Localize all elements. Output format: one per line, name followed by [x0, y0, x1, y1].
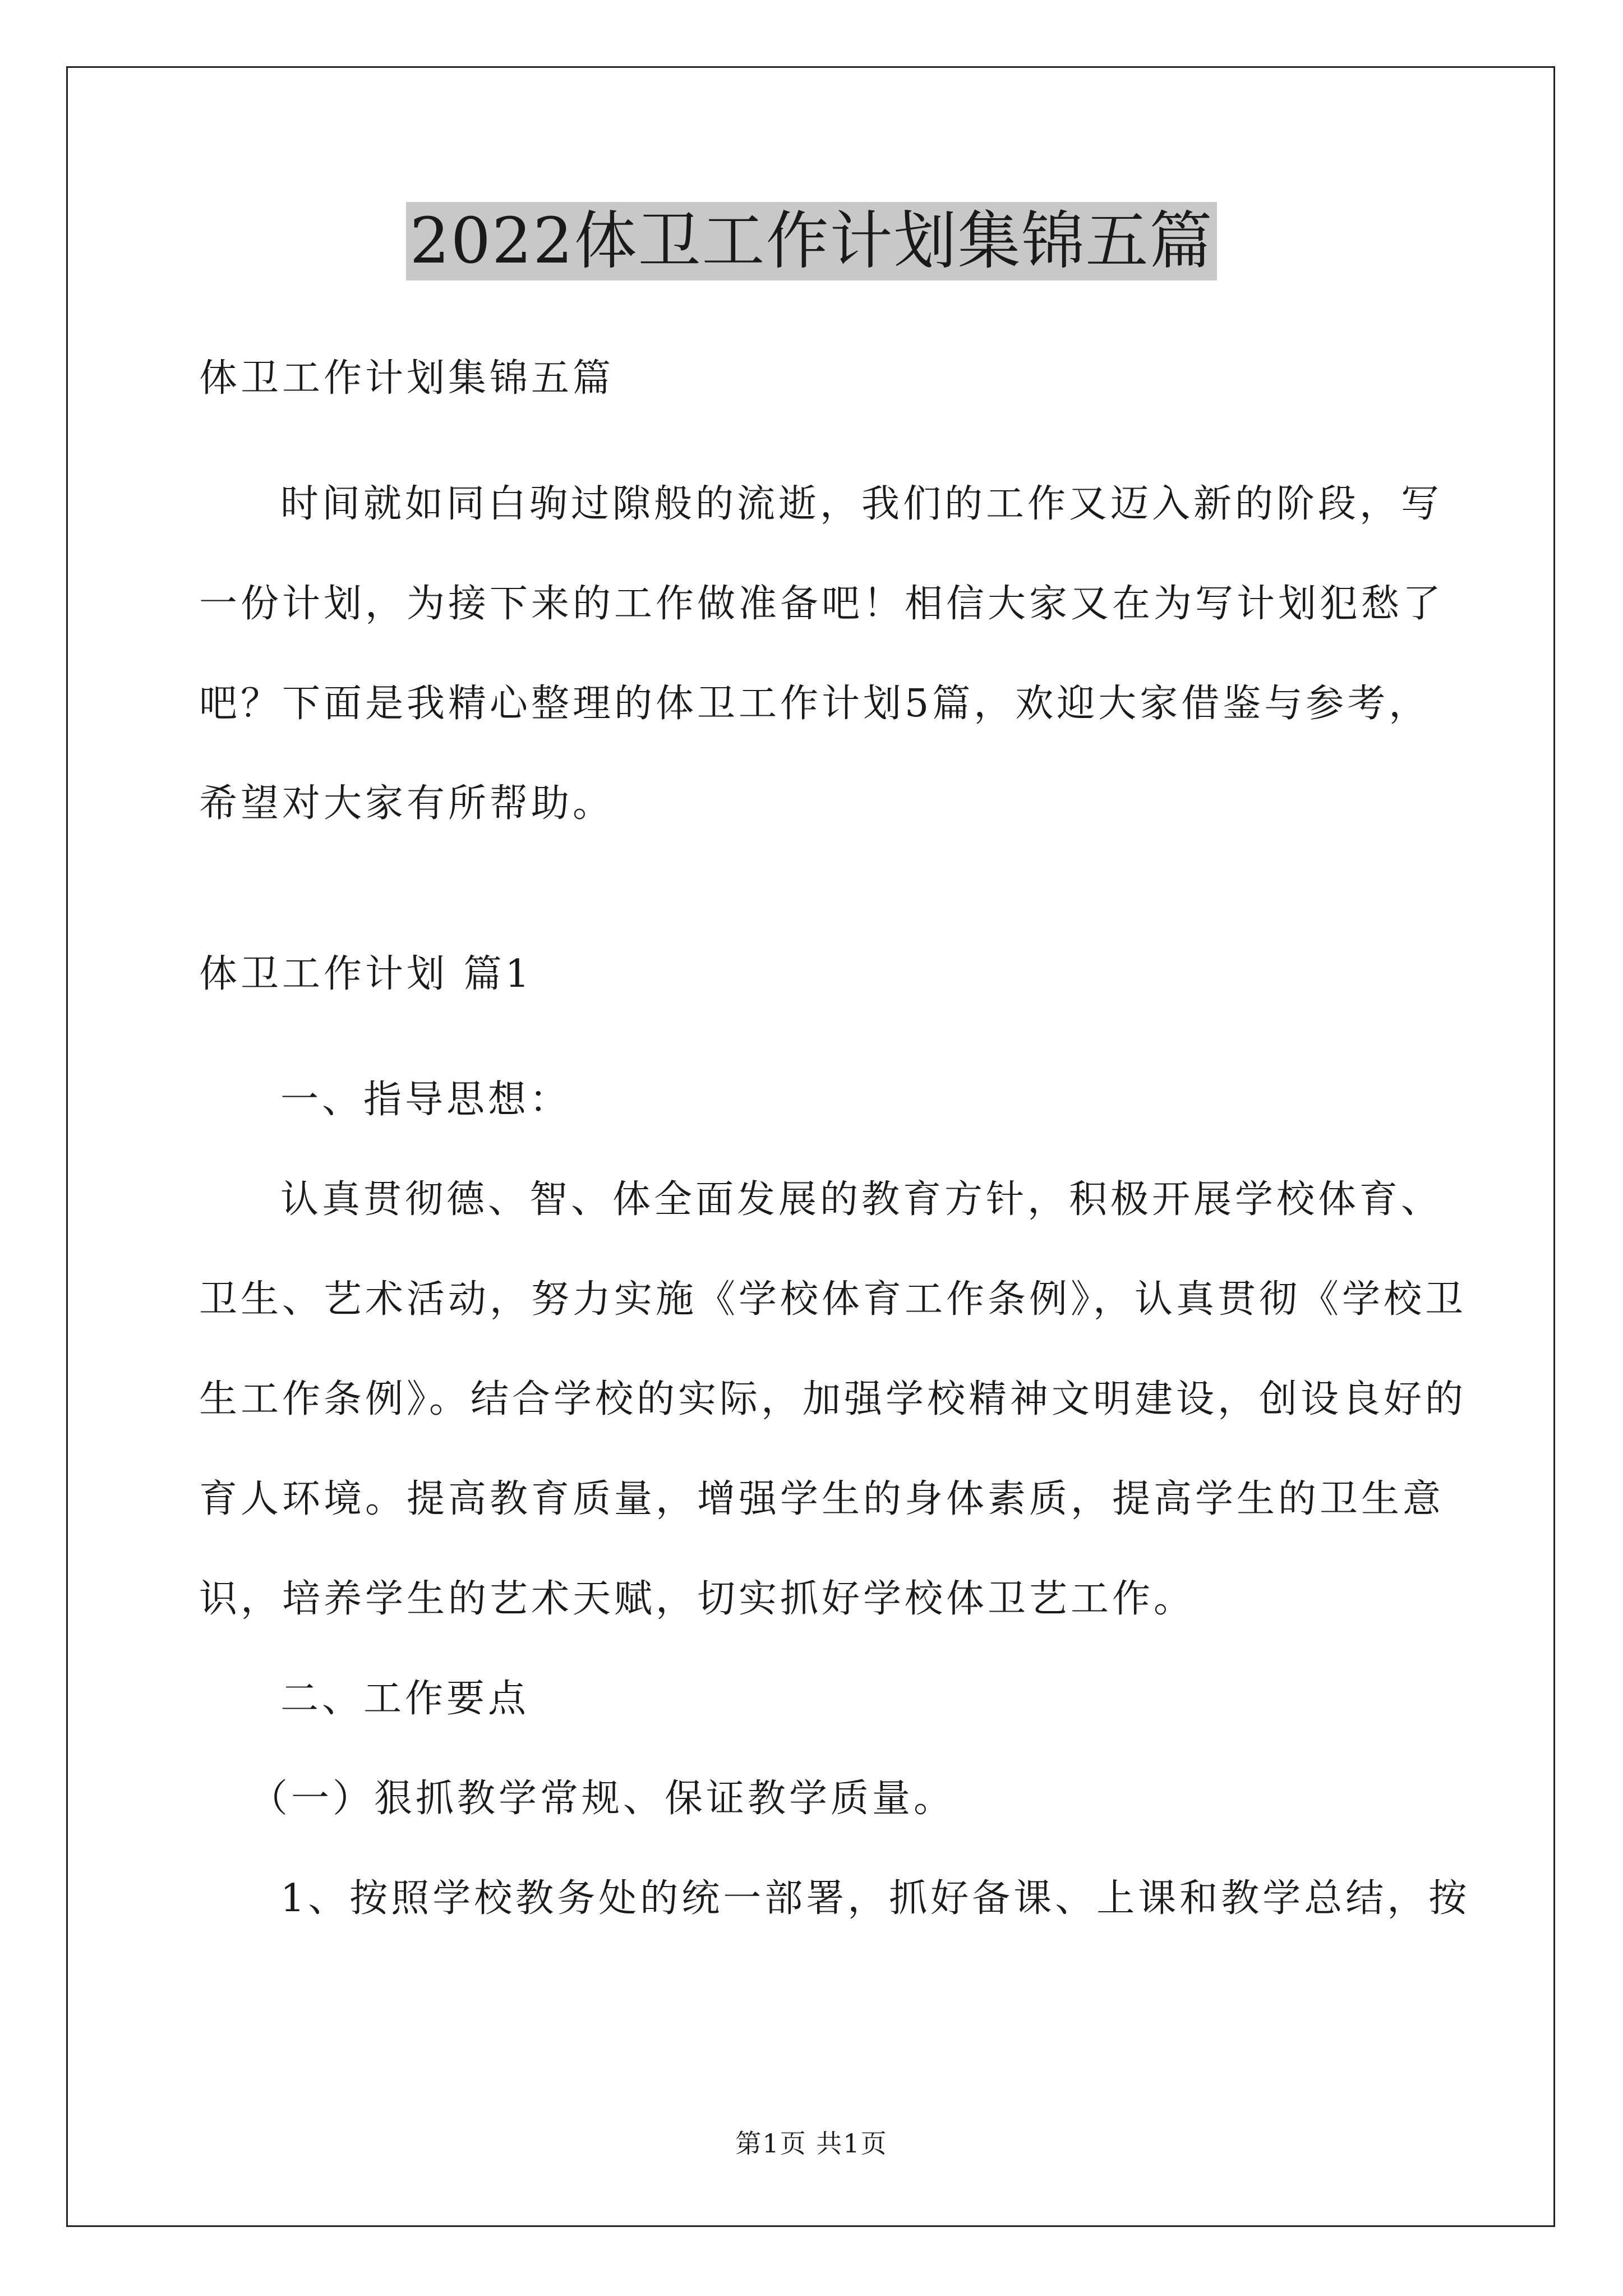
paragraph-line: 认真贯彻德、智、体全面发展的教育方针，积极开展学校体育、: [280, 1177, 1443, 1222]
intro-line: 吧？下面是我精心整理的体卫工作计划5篇，欢迎大家借鉴与参考，: [199, 682, 1431, 726]
document-body: [199, 342, 1470, 1949]
document-title: 2022体卫工作计划集锦五篇: [406, 202, 1216, 280]
paragraph-line: 识，培养学生的艺术天赋，切实抓好学校体卫艺工作。: [199, 1577, 1196, 1621]
paragraph-line: 卫生、艺术活动，努力实施《学校体育工作条例》，认真贯彻《学校卫: [199, 1277, 1467, 1322]
title-container: [0, 202, 1623, 280]
intro-line: 希望对大家有所帮助。: [199, 781, 615, 826]
intro-line: 一份计划，为接下来的工作做准备吧！相信大家又在为写计划犯愁了: [199, 582, 1445, 626]
heading-work-points-sub: （一）狠抓教学常规、保证教学质量。: [250, 1777, 956, 1821]
list-item-1: 1、按照学校教务处的统一部署，抓好备课、上课和教学总结，按: [280, 1876, 1470, 1921]
intro-line: 时间就如同白驹过隙般的流逝，我们的工作又迈入新的阶段，写: [280, 482, 1443, 526]
document-subtitle: 体卫工作计划集锦五篇: [199, 356, 615, 401]
page-footer: 第1页 共1页: [735, 2128, 888, 2159]
paragraph-line: 育人环境。提高教育质量，增强学生的身体素质，提高学生的卫生意: [199, 1477, 1445, 1521]
heading-work-points: 二、工作要点: [280, 1677, 530, 1721]
heading-guiding-thought: 一、指导思想：: [280, 1078, 571, 1122]
section-title: 体卫工作计划 篇1: [199, 952, 533, 996]
paragraph-line: 生工作条例》。结合学校的实际，加强学校精神文明建设，创设良好的: [199, 1377, 1467, 1421]
